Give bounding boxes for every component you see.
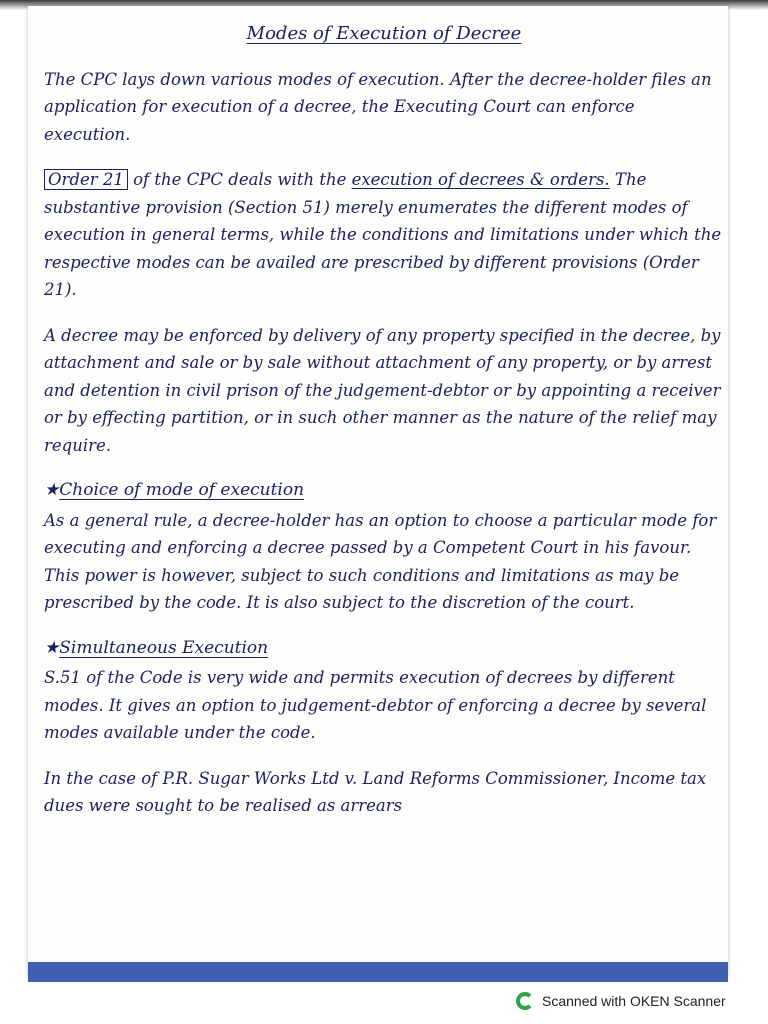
modes-paragraph: A decree may be enforced by delivery of any property specified in the decree, by attachment and sale or by sale without attachment of any property, or by arrest and detention in civil prison of the judgement-debtor or by appointing a receiver or by effecting partition, or in such other manner as the nature of the relief may require.	[44, 325, 721, 455]
choice-paragraph-1: As a general rule, a decree-holder has an option to choose a particular mode for executing and enforcing a decree passed by a Competent Court in his favour.	[44, 510, 717, 557]
scanner-footer	[516, 990, 726, 1012]
order21-text-b: The substantive provision (Section 51) merely enumerates the different modes of execution in general terms, while the conditions and limitations under which the respective modes can be availed are prescribed by different provisions (Order 21).	[44, 170, 722, 299]
page-title: Modes of Execution of Decree	[246, 23, 522, 44]
simultaneous-paragraph-1: S.51 of the Code is very wide and permits execution of decrees by different modes. It gives an option to judgement-debtor of enforcing a decree by several modes available under the code.	[44, 668, 707, 742]
simultaneous-heading: ★Simultaneous Execution	[44, 637, 269, 658]
notebook-page	[28, 6, 728, 976]
intro-paragraph: The CPC lays down various modes of execution. After the decree-holder files an application for execution of a decree, the Executing Court can enforce execution.	[44, 69, 712, 144]
page-bottom-band	[28, 962, 728, 982]
choice-heading: ★Choice of mode of execution	[44, 480, 305, 500]
scanner-footer-text: Scanned with OKEN Scanner	[542, 993, 726, 1009]
order21-box: Order 21	[44, 169, 128, 190]
choice-paragraph-2: This power is however, subject to such conditions and limitations as may be prescribed by the code. It is also subject to the discretion of the court.	[44, 565, 680, 612]
oken-scanner-icon	[516, 992, 534, 1010]
order21-text-a: of the CPC deals with the	[127, 170, 352, 189]
order21-underlined: execution of decrees & orders.	[351, 170, 610, 189]
simultaneous-paragraph-2: In the case of P.R. Sugar Works Ltd v. Land Reforms Commissioner, Income tax dues were sought to be realised as arrears	[44, 768, 707, 815]
handwritten-notes	[44, 20, 724, 820]
order21-paragraph	[44, 166, 724, 304]
